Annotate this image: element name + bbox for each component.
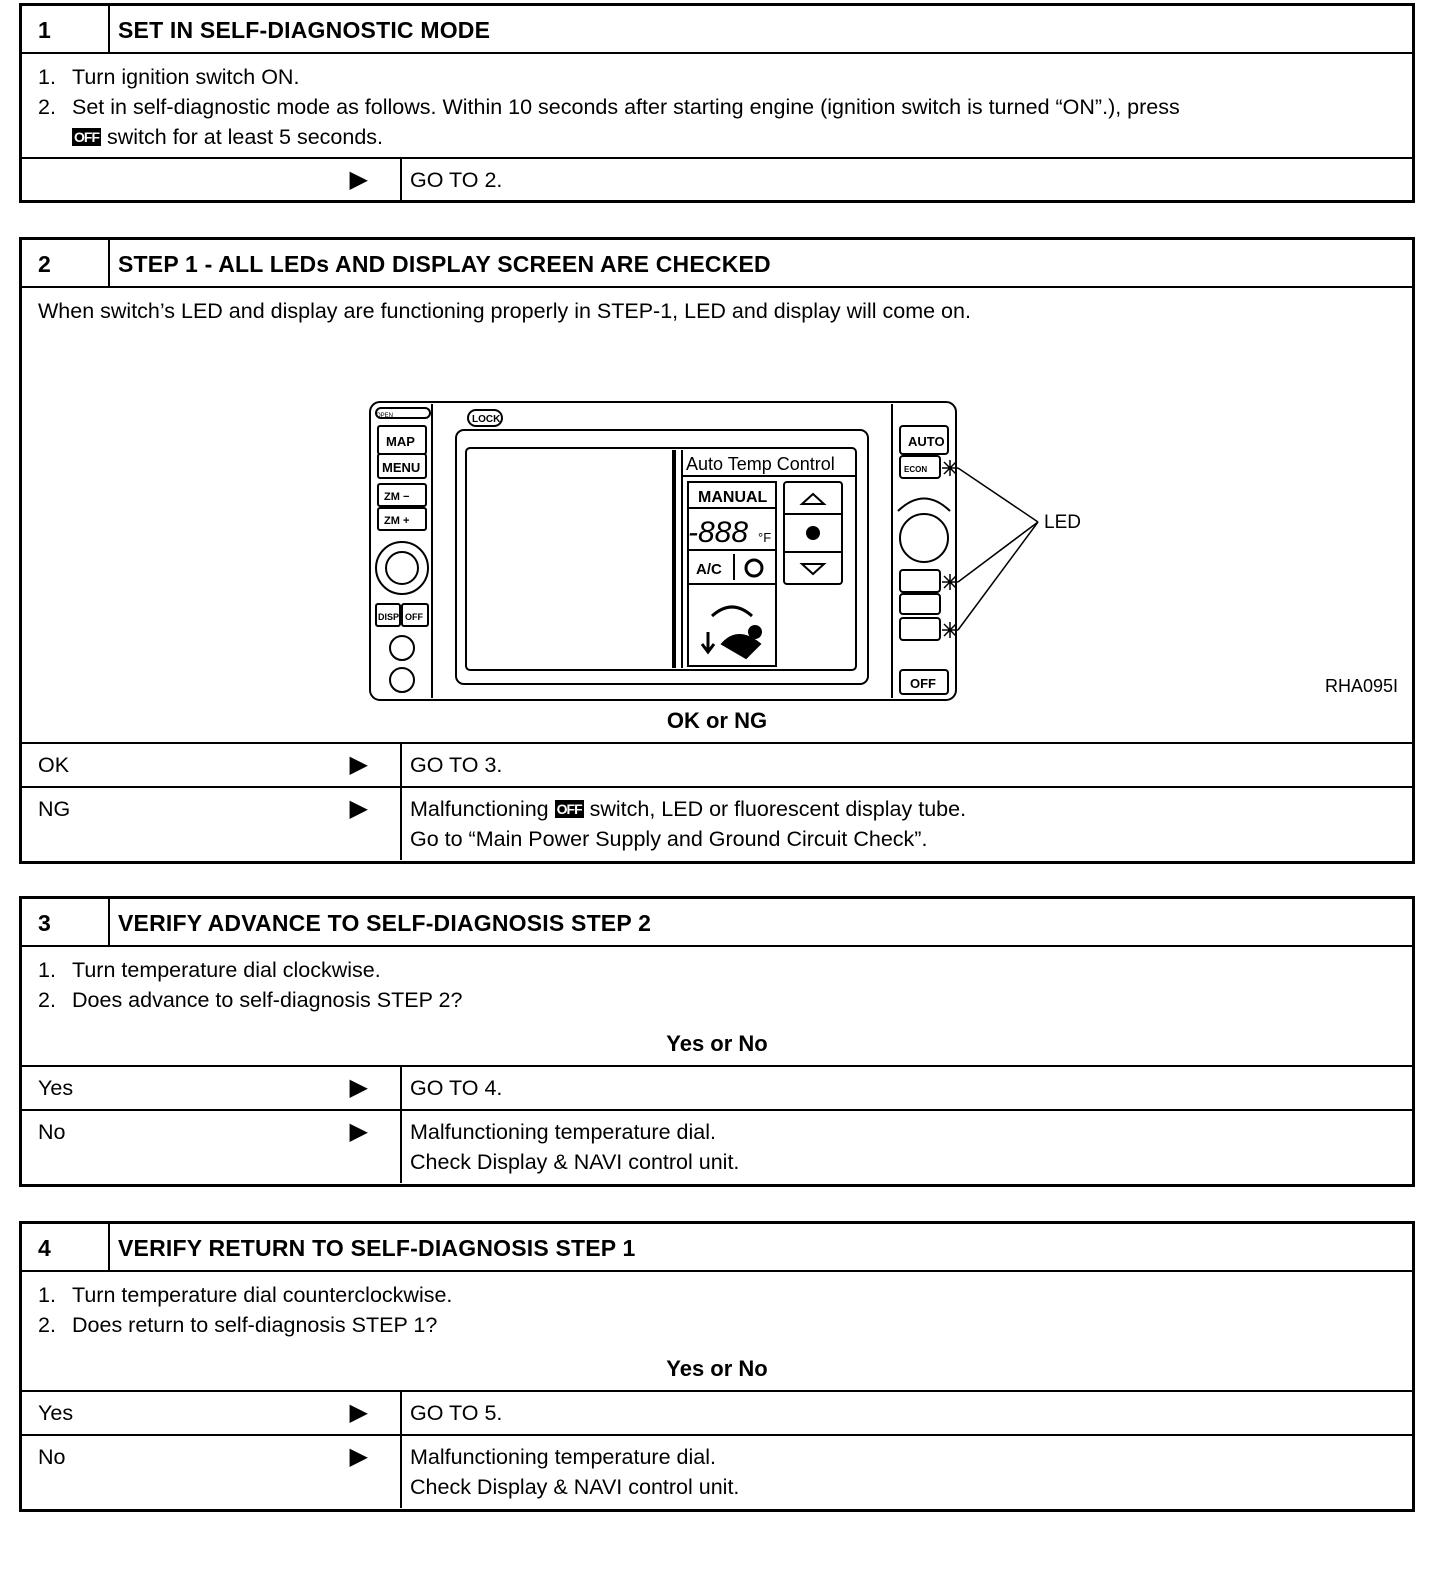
step-1-block <box>19 3 1415 203</box>
step-2-content <box>22 286 1412 742</box>
ac-label: A/C <box>696 561 722 578</box>
instruction-item <box>38 62 1396 92</box>
result-row-no <box>22 1109 1412 1183</box>
item-text: Turn ignition switch ON. <box>72 65 300 89</box>
result-condition <box>22 1111 402 1183</box>
off-switch-icon: OFF <box>74 129 99 145</box>
step-4-instructions <box>22 1270 1412 1390</box>
condition-label: No <box>38 1120 66 1144</box>
arrow-right-icon: ▶ <box>349 1118 368 1145</box>
result-row-yes <box>22 1390 1412 1434</box>
control-panel-diagram <box>22 326 1414 722</box>
condition-label: NG <box>38 797 71 821</box>
arrow-right-icon: ▶ <box>349 1074 368 1101</box>
auto-label: AUTO <box>908 434 945 449</box>
item-number: 2. <box>38 988 56 1012</box>
arrow-right-icon: ▶ <box>349 1443 368 1470</box>
condition-label: Yes <box>38 1076 74 1100</box>
action-text: Malfunctioning temperature dial. <box>410 1445 716 1469</box>
zm-minus-label: ZM − <box>384 491 410 503</box>
condition-label: No <box>38 1445 66 1469</box>
step-title: VERIFY ADVANCE TO SELF-DIAGNOSIS STEP 2 <box>118 910 652 936</box>
step-number: 2 <box>22 240 110 286</box>
item-text: Turn temperature dial clockwise. <box>72 958 381 982</box>
arrow-right-icon: ▶ <box>349 1399 368 1426</box>
step-4-block <box>19 1221 1415 1512</box>
question-label: Yes or No <box>666 1356 768 1381</box>
item-text: Does advance to self-diagnosis STEP 2? <box>72 988 463 1012</box>
result-row <box>22 157 1412 200</box>
lock-label: LOCK <box>472 414 501 425</box>
step-title: SET IN SELF-DIAGNOSTIC MODE <box>118 17 491 43</box>
step-1-instructions <box>22 52 1412 157</box>
action-text-line2: Check Display & NAVI control unit. <box>410 1475 740 1499</box>
item-text: Set in self-diagnostic mode as follows. Within 10 seconds after starting engine (ignition switch is turned “ON”.), press <box>72 95 1180 119</box>
step-4-header <box>22 1224 1412 1270</box>
instruction-item <box>38 1280 1396 1310</box>
action-text-line2: Go to “Main Power Supply and Ground Circuit Check”. <box>410 827 928 851</box>
item-number: 1. <box>38 1283 56 1307</box>
result-condition <box>22 788 402 860</box>
disp-label: DISP <box>378 612 400 622</box>
item-number: 2. <box>38 95 56 119</box>
result-action: GO TO 4. <box>410 1076 503 1100</box>
action-text: Malfunctioning <box>410 797 549 821</box>
result-action: GO TO 2. <box>410 168 503 192</box>
zm-plus-label: ZM + <box>384 515 410 527</box>
item-number: 1. <box>38 65 56 89</box>
condition-label: OK <box>38 753 70 777</box>
result-action <box>402 1111 1412 1183</box>
intro-text: When switch’s LED and display are functioning properly in STEP-1, LED and display will come on. <box>38 299 971 323</box>
step-number: 4 <box>22 1224 110 1270</box>
temp-digits: -888 <box>688 516 749 549</box>
result-action <box>402 1436 1412 1508</box>
step-number: 3 <box>22 899 110 945</box>
result-condition <box>22 1067 402 1109</box>
figure-reference: RHA095I <box>1324 676 1398 696</box>
led-label: LED <box>1044 512 1081 533</box>
instruction-item <box>38 955 1396 985</box>
item-text-cont: switch for at least 5 seconds. <box>106 125 384 149</box>
arrow-right-icon: ▶ <box>349 166 368 193</box>
result-action: GO TO 3. <box>410 753 503 777</box>
item-text: Does return to self-diagnosis STEP 1? <box>72 1313 438 1337</box>
control-panel-figure <box>22 326 1412 722</box>
result-row-yes <box>22 1065 1412 1109</box>
instruction-item <box>38 1310 1396 1340</box>
step-1-header <box>22 6 1412 52</box>
result-condition <box>22 159 402 200</box>
instruction-item <box>38 92 1396 152</box>
result-condition <box>22 744 402 786</box>
step-2-header <box>22 240 1412 286</box>
off-small-label: OFF <box>405 612 423 622</box>
step-3-header <box>22 899 1412 945</box>
result-condition <box>22 1436 402 1508</box>
action-text-cont: switch, LED or fluorescent display tube. <box>589 797 967 821</box>
condition-label: Yes <box>38 1401 74 1425</box>
result-row-no <box>22 1434 1412 1508</box>
step-title: STEP 1 - ALL LEDs AND DISPLAY SCREEN ARE CHECKED <box>118 251 771 277</box>
step-2-block <box>19 237 1415 864</box>
temp-unit: °F <box>758 530 772 545</box>
menu-label: MENU <box>382 460 421 475</box>
question-label: Yes or No <box>666 1031 768 1056</box>
off-switch-icon: OFF <box>556 801 582 817</box>
action-text-line2: Check Display & NAVI control unit. <box>410 1150 740 1174</box>
step-3-block <box>19 896 1415 1187</box>
open-label: OPEN <box>376 413 394 419</box>
off-label: OFF <box>910 676 936 691</box>
instruction-item <box>38 985 1396 1015</box>
result-action <box>402 788 1412 860</box>
item-number: 2. <box>38 1313 56 1337</box>
item-text: Turn temperature dial counterclockwise. <box>72 1283 453 1307</box>
question-label: OK or NG <box>666 708 768 733</box>
manual-label: MANUAL <box>698 489 768 506</box>
result-row-ng <box>22 786 1412 860</box>
arrow-right-icon: ▶ <box>349 751 368 778</box>
result-row-ok <box>22 742 1412 786</box>
result-condition <box>22 1392 402 1434</box>
step-number: 1 <box>22 6 110 52</box>
econ-label: ECON <box>904 465 928 474</box>
result-action: GO TO 5. <box>410 1401 503 1425</box>
step-title: VERIFY RETURN TO SELF-DIAGNOSIS STEP 1 <box>118 1235 636 1261</box>
action-text: Malfunctioning temperature dial. <box>410 1120 716 1144</box>
display-title: Auto Temp Control <box>686 454 835 474</box>
item-number: 1. <box>38 958 56 982</box>
step-3-instructions <box>22 945 1412 1065</box>
arrow-right-icon: ▶ <box>349 795 368 822</box>
map-label: MAP <box>386 434 415 449</box>
